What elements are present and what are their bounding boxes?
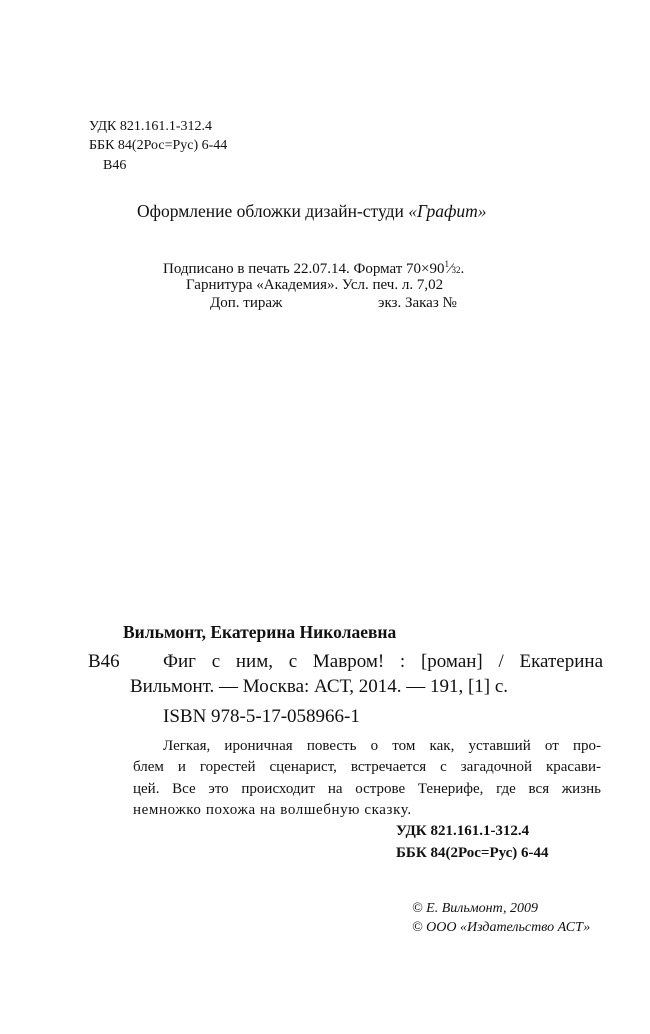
format-end: . [460, 261, 465, 277]
format-numerator: 1 [444, 259, 450, 269]
catalog-title-line1: Фиг с ним, с Мавром! : [роман] / Екатерина [163, 651, 603, 672]
signed-for-print: Подписано в печать 22.07.14. Формат $70\times 90^1⁄32$. [163, 259, 465, 277]
udk-top: УДК 821.161.1-312.4 [89, 119, 213, 134]
cover-design-prefix: Оформление обложки дизайн-студи [137, 201, 409, 221]
bbk-top: ББК 84(2Рос=Рус) 6-44 [89, 138, 228, 153]
cover-design-credit [137, 203, 487, 221]
catalog-title-line2: Вильмонт. — Москва: АСТ, 2014. — 191, [1] с. [130, 676, 509, 697]
catalog-code: В46 [88, 651, 120, 672]
catalog-author: Вильмонт, Екатерина Николаевна [123, 622, 397, 642]
catalog-bbk: ББК 84(2Рос=Рус) 6-44 [396, 845, 549, 861]
isbn: ISBN 978-5-17-058966-1 [163, 706, 360, 727]
author-code-top: В46 [103, 158, 127, 173]
typeface-line: Гарнитура «Академия». Усл. печ. л. 7,02 [186, 277, 444, 293]
copyright-author: © Е. Вильмонт, 2009 [412, 901, 539, 916]
annotation-line: цей. Все это происходит на острове Тенерифе, где вся жизнь [133, 781, 601, 797]
copyright-publisher: © ООО «Издательство АСТ» [412, 920, 591, 935]
copies-order: экз. Заказ № [378, 295, 457, 311]
annotation-line: блем и горестей сценарист, встречается с загадочной красави- [133, 759, 601, 775]
annotation-line: немножко похожа на волшебную сказку. [133, 802, 412, 818]
catalog-udk: УДК 821.161.1-312.4 [396, 823, 530, 839]
print-run: Доп. тираж [210, 295, 283, 311]
studio-name: «Графит» [408, 201, 487, 221]
signed-text: Подписано в печать 22.07.14. Формат 70×90 [163, 261, 445, 277]
annotation-line: Легкая, ироничная повесть о том как, уставший от про- [163, 738, 601, 754]
format-denominator: 32 [451, 265, 461, 275]
